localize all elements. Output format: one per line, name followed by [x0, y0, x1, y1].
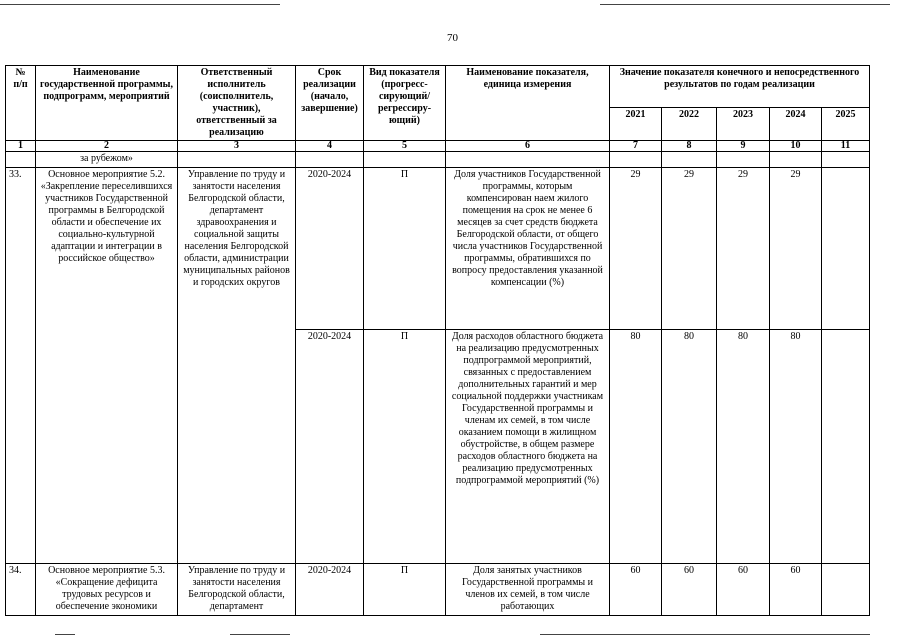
table-row [6, 564, 870, 616]
header-executor: Ответственный исполнитель (соисполнитель, участник), ответственный за реализацию [178, 66, 296, 141]
column-number: 11 [822, 141, 870, 152]
value-cell [822, 168, 870, 330]
cell-empty [446, 152, 610, 168]
cell-empty [610, 152, 662, 168]
header-indicator-type: Вид показателя (прогресс-сирующий/ регрессиру-ющий) [364, 66, 446, 141]
header-year: 2022 [662, 107, 717, 140]
column-number: 3 [178, 141, 296, 152]
page-number: 70 [447, 32, 458, 44]
column-number: 5 [364, 141, 446, 152]
column-number: 2 [36, 141, 178, 152]
bottom-scan-mark [230, 634, 290, 635]
top-scan-line [0, 4, 280, 5]
cell-empty [717, 152, 770, 168]
value-cell: 60 [662, 564, 717, 616]
indicator-type-cell: П [364, 330, 446, 564]
value-cell: 60 [610, 564, 662, 616]
value-cell: 80 [770, 330, 822, 564]
value-cell: 29 [770, 168, 822, 330]
term-cell: 2020-2024 [296, 330, 364, 564]
value-cell: 60 [770, 564, 822, 616]
column-number: 4 [296, 141, 364, 152]
column-number: 9 [717, 141, 770, 152]
cell-empty [296, 152, 364, 168]
value-cell: 80 [717, 330, 770, 564]
bottom-scan-mark [540, 634, 870, 635]
measure-executor: Управление по труду и занятости населения Белгородской области, департамент здравоохранения и социальной защиты населения Белгородской области, администрации муниципальных районов и городских округов [178, 168, 296, 564]
bottom-scan-mark [55, 634, 75, 635]
cell-empty [364, 152, 446, 168]
row-number: 34. [6, 564, 36, 616]
header-program-name: Наименование государственной программы, подпрограмм, мероприятий [36, 66, 178, 141]
value-cell: 80 [610, 330, 662, 564]
indicator-name-cell: Доля занятых участников Государственной программы и членов их семей, в том числе работающих [446, 564, 610, 616]
header-indicator-name: Наименование показателя, единица измерения [446, 66, 610, 141]
cell-empty [178, 152, 296, 168]
table-row [6, 168, 870, 330]
header-term: Срок реализации (начало, завершение) [296, 66, 364, 141]
column-number: 1 [6, 141, 36, 152]
measure-executor: Управление по труду и занятости населения Белгородской области, департамент [178, 564, 296, 616]
value-cell [822, 330, 870, 564]
table-row-continuation [6, 152, 870, 168]
header-year: 2023 [717, 107, 770, 140]
value-cell: 60 [717, 564, 770, 616]
column-number: 7 [610, 141, 662, 152]
value-cell: 29 [717, 168, 770, 330]
row-number: 33. [6, 168, 36, 564]
column-number: 6 [446, 141, 610, 152]
value-cell: 29 [662, 168, 717, 330]
cell-empty [662, 152, 717, 168]
column-numbers-row [6, 141, 870, 152]
indicator-name-cell: Доля участников Государственной программы, которым компенсирован наем жилого помещения на срок не менее 6 месяцев за счет средств бюджета Белгородской области, от общего числа участников Государственной программы, обратившихся по вопросу предоставления указанной компенсации (%) [446, 168, 610, 330]
term-cell: 2020-2024 [296, 168, 364, 330]
indicator-type-cell: П [364, 564, 446, 616]
indicator-name-cell: Доля расходов областного бюджета на реализацию предусмотренных подпрограммой мероприятий, связанных с предоставлением дополнительных гарантий и мер социальной поддержки участникам Государственной программы и членам их семей, в том числе оказанием помощи в жилищном обустройстве, в общем размере расходов областного бюджета на реализацию предусмотренных подпрограммой мероприятий (%) [446, 330, 610, 564]
header-num: № п/п [6, 66, 36, 141]
measure-name: Основное мероприятие 5.2. «Закрепление переселившихся участников Государственной программы в Белгородской области и обеспечение их социально-культурной адаптации и интеграции в российское общество» [36, 168, 178, 564]
value-cell [822, 564, 870, 616]
measure-name: Основное мероприятие 5.3. «Сокращение дефицита трудовых ресурсов и обеспечение экономики [36, 564, 178, 616]
value-cell: 80 [662, 330, 717, 564]
cell-empty [6, 152, 36, 168]
header-year: 2024 [770, 107, 822, 140]
indicator-type-cell: П [364, 168, 446, 330]
cell-empty [770, 152, 822, 168]
column-number: 8 [662, 141, 717, 152]
continuation-text: за рубежом» [36, 152, 178, 168]
top-scan-line-right [600, 4, 890, 5]
column-number: 10 [770, 141, 822, 152]
header-year: 2021 [610, 107, 662, 140]
header-values: Значение показателя конечного и непосредственного результатов по годам реализации [610, 66, 870, 108]
cell-empty [822, 152, 870, 168]
indicators-table [5, 65, 870, 616]
term-cell: 2020-2024 [296, 564, 364, 616]
value-cell: 29 [610, 168, 662, 330]
header-year: 2025 [822, 107, 870, 140]
